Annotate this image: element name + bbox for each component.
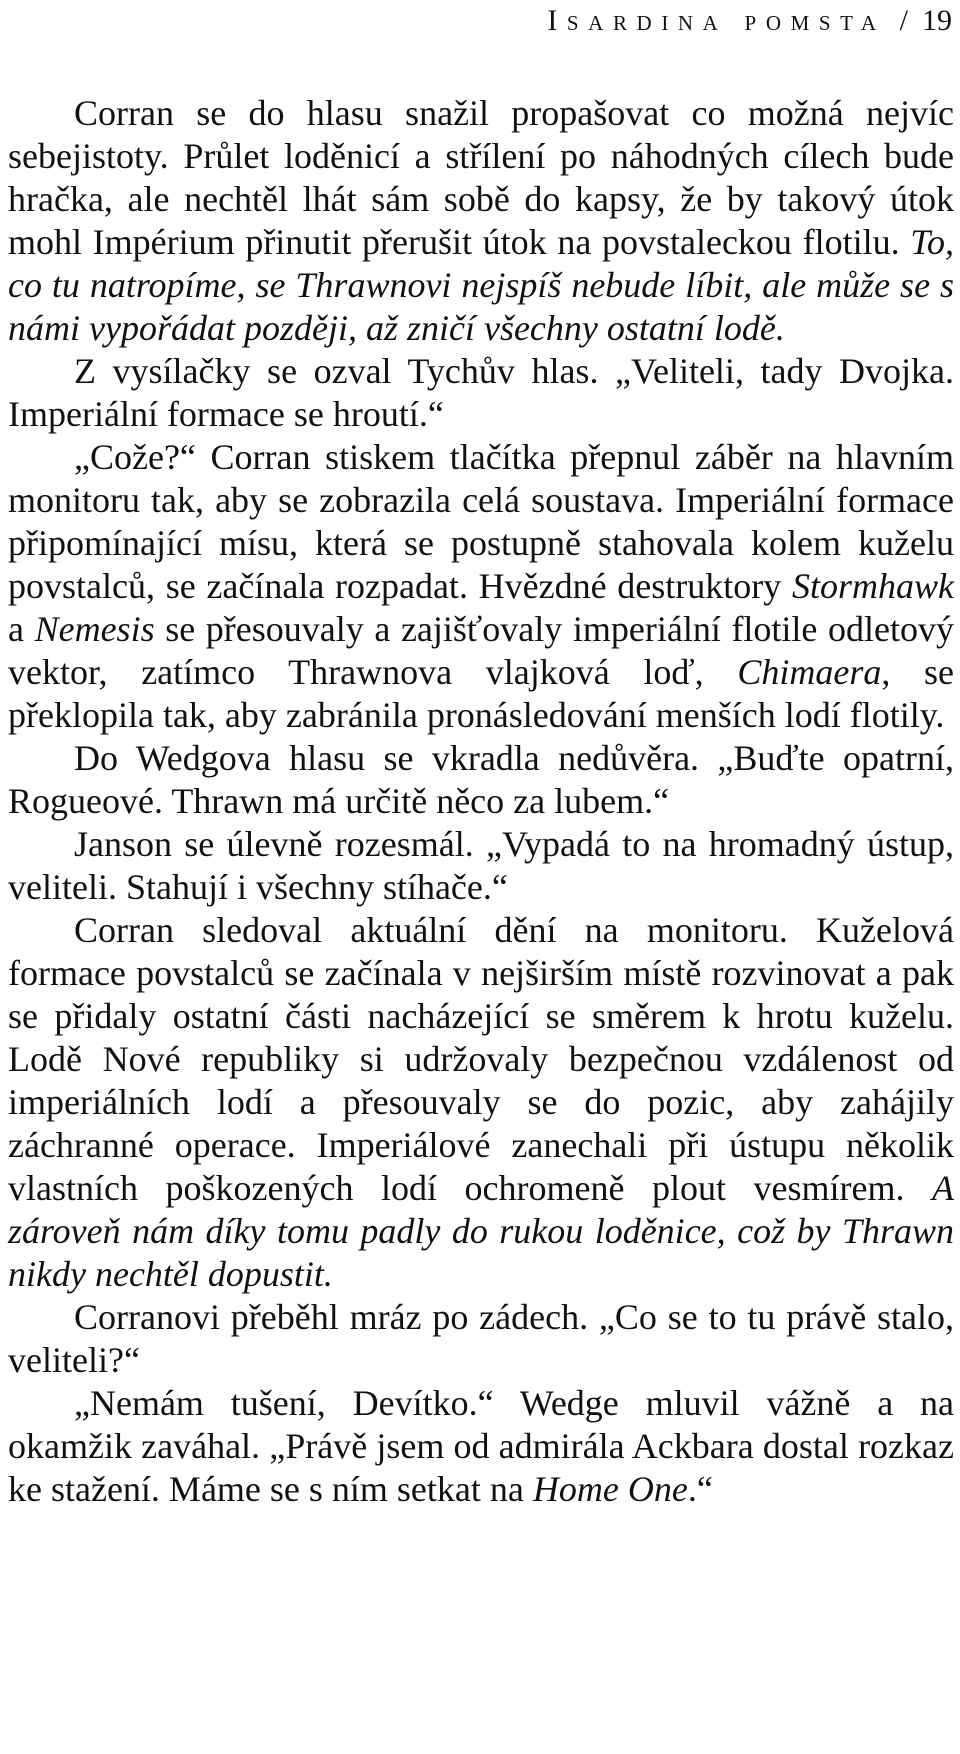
page-number: 19 — [922, 4, 952, 37]
header-separator: / — [899, 4, 908, 37]
ship-name: Chimaera — [737, 652, 882, 692]
ship-name: Stormhawk — [792, 566, 954, 606]
book-title: Isardina pomsta — [547, 4, 886, 37]
running-header — [547, 6, 952, 36]
paragraph: Corran sledoval aktuální dění na monitoru. Kuželová formace povstalců se začínala v nejširším místě rozvinovat a pak se přidaly ostatní části nacházející se směrem k hrotu kuželu. Lodě Nové republiky si udržovaly bezpečnou vzdálenost od imperiálních lodí a přesouvaly se do pozic, aby zahájily záchranné operace. Imperiálové zanechali při ústupu několik vlastních poškozených lodí ochromeně plout vesmírem. A zároveň nám díky tomu padly do rukou loděnice, což by Thrawn nikdy nechtěl dopustit. — [8, 910, 954, 1294]
paragraph: „Nemám tušení, Devítko.“ Wedge mluvil vážně a na okamžik zaváhal. „Právě jsem od admirála Ackbara dostal rozkaz ke stažení. Máme se s ním setkat na Home One.“ — [8, 1383, 954, 1509]
paragraph: Corranovi přeběhl mráz po zádech. „Co se to tu právě stalo, veliteli?“ — [8, 1297, 954, 1380]
inner-thought: To, co tu natropíme, se Thrawnovi nejspíš nebude líbit, ale může se s námi vypořádat později, až zničí všechny ostatní lodě. — [8, 222, 954, 348]
inner-thought: A zároveň nám díky tomu padly do rukou loděnice, což by Thrawn nikdy nechtěl dopustit. — [8, 1168, 954, 1294]
paragraph: Janson se úlevně rozesmál. „Vypadá to na hromadný ústup, veliteli. Stahují i všechny stíhače.“ — [8, 824, 954, 907]
paragraph: „Cože?“ Corran stiskem tlačítka přepnul záběr na hlavním monitoru tak, aby se zobrazila celá soustava. Imperiální formace připomínající mísu, která se postupně stahovala kolem kuželu povstalců, se začínala rozpadat. Hvězdné destruktory Stormhawk a Nemesis se přesouvaly a zajišťovaly imperiální flotile odletový vektor, zatímco Thrawnova vlajková loď, Chimaera, se překlopila tak, aby zabránila pronásledování menších lodí flotily. — [8, 437, 954, 735]
ship-name: Nemesis — [34, 609, 155, 649]
body-text — [8, 92, 954, 1511]
paragraph: Do Wedgova hlasu se vkradla nedůvěra. „Buďte opatrní, Rogueové. Thrawn má určitě něco za lubem.“ — [8, 738, 954, 821]
paragraph: Z vysílačky se ozval Tychův hlas. „Veliteli, tady Dvojka. Imperiální formace se hroutí.“ — [8, 351, 954, 434]
paragraph: Corran se do hlasu snažil propašovat co možná nejvíc sebejistoty. Průlet loděnicí a střílení po náhodných cílech bude hračka, ale nechtěl lhát sám sobě do kapsy, že by takový útok mohl Impérium přinutit přerušit útok na povstaleckou flotilu. To, co tu natropíme, se Thrawnovi nejspíš nebude líbit, ale může se s námi vypořádat později, až zničí všechny ostatní lodě. — [8, 93, 954, 348]
ship-name: Home One — [532, 1469, 688, 1509]
